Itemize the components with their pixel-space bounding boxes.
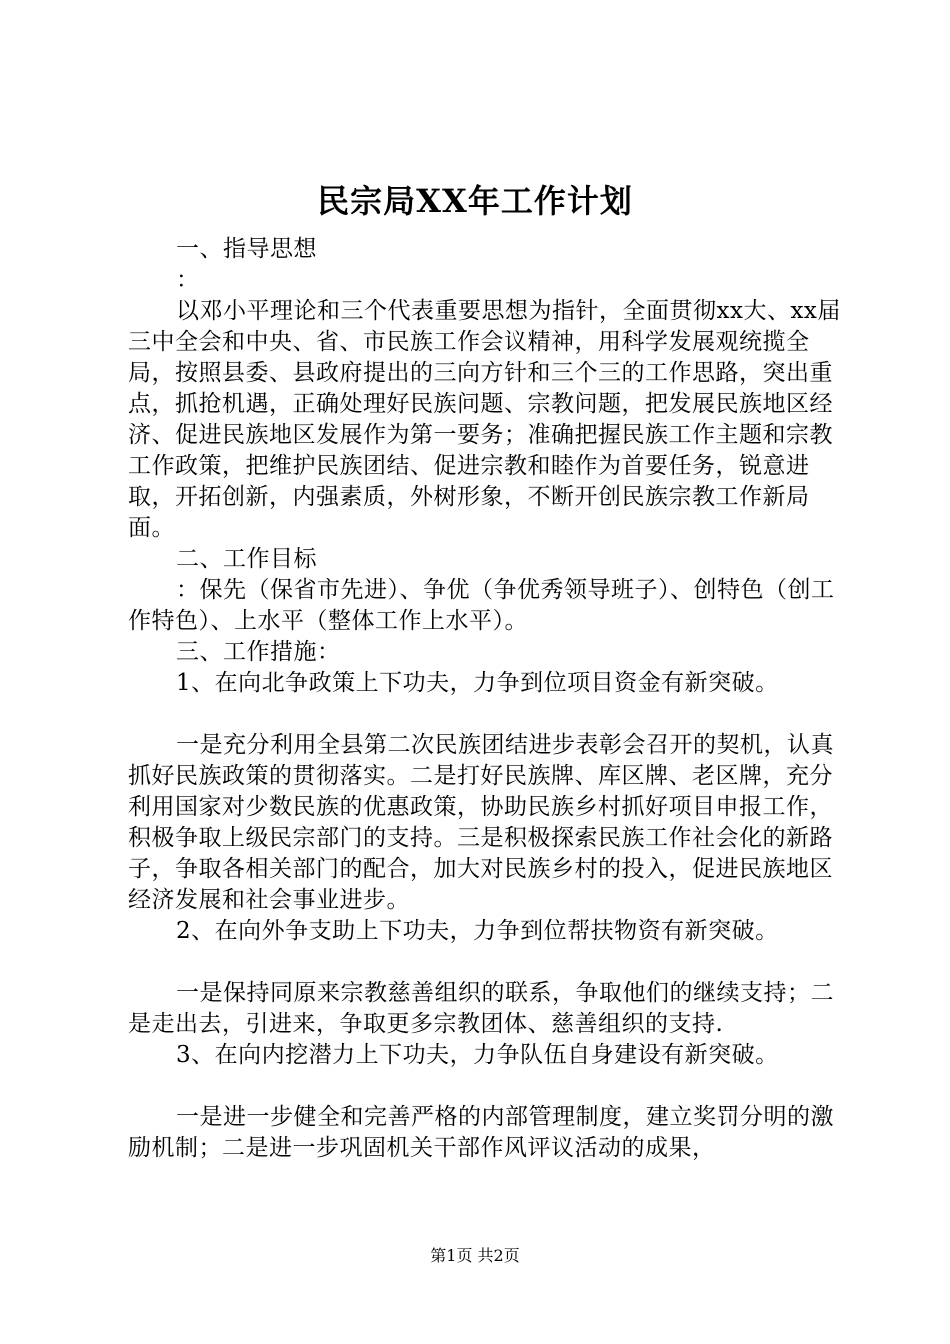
section-heading-work-measures: 三、工作措施： [176, 639, 341, 665]
paragraph-guiding-ideology: 以邓小平理论和三个代表重要思想为指针，全面贯彻xx大、xx届三中全会和中央、省、市民族工作会议精神，用科学发展观统揽全局，按照县委、县政府提出的三向方针和三个三的工作思路，突出重点，抓抢机遇，正确处理好民族问题、宗教问题，把发展民族地区经济、促进民族地区发展作为第一要务；准确把握民族工作主题和宗教工作政策，把维护民族团结、促进宗教和睦作为首要任务，锐意进取，开拓创新，内强素质，外树形象，不断开创民族宗教工作新局面。 [128, 298, 841, 541]
section-heading-work-goals: 二、工作目标 [176, 546, 317, 572]
measure-heading-3: 3、在向内挖潜力上下功夫，力争队伍自身建设有新突破。 [176, 1042, 779, 1068]
paragraph-measure-2: 一是保持同原来宗教慈善组织的联系，争取他们的继续支持；二是走出去，引进来，争取更多宗教团体、慈善组织的支持. [128, 980, 834, 1037]
page-footer: 第1页 共2页 [430, 1246, 520, 1265]
paragraph-measure-3: 一是进一步健全和完善严格的内部管理制度，建立奖罚分明的激励机制；二是进一步巩固机关干部作风评议活动的成果， [128, 1104, 834, 1161]
paragraph-colon: ： [176, 267, 200, 293]
measure-heading-2: 2、在向外争支助上下功夫，力争到位帮扶物资有新突破。 [176, 918, 779, 944]
document-title: 民宗局XX年工作计划 [317, 182, 633, 220]
paragraph-measure-1: 一是充分利用全县第二次民族团结进步表彰会召开的契机，认真抓好民族政策的贯彻落实。二是打好民族牌、库区牌、老区牌，充分利用国家对少数民族的优惠政策，协助民族乡村抓好项目申报工作，积极争取上级民宗部门的支持。三是积极探索民族工作社会化的新路子，争取各相关部门的配合，加大对民族乡村的投入，促进民族地区经济发展和社会事业进步。 [128, 732, 834, 913]
section-heading-guiding-ideology: 一、指导思想 [176, 236, 317, 262]
document-body [128, 234, 850, 1164]
paragraph-work-goals: ：保先（保省市先进）、争优（争优秀领导班子）、创特色（创工作特色）、上水平（整体工作上水平）。 [128, 577, 835, 634]
measure-heading-1: 1、在向北争政策上下功夫，力争到位项目资金有新突破。 [176, 670, 779, 696]
